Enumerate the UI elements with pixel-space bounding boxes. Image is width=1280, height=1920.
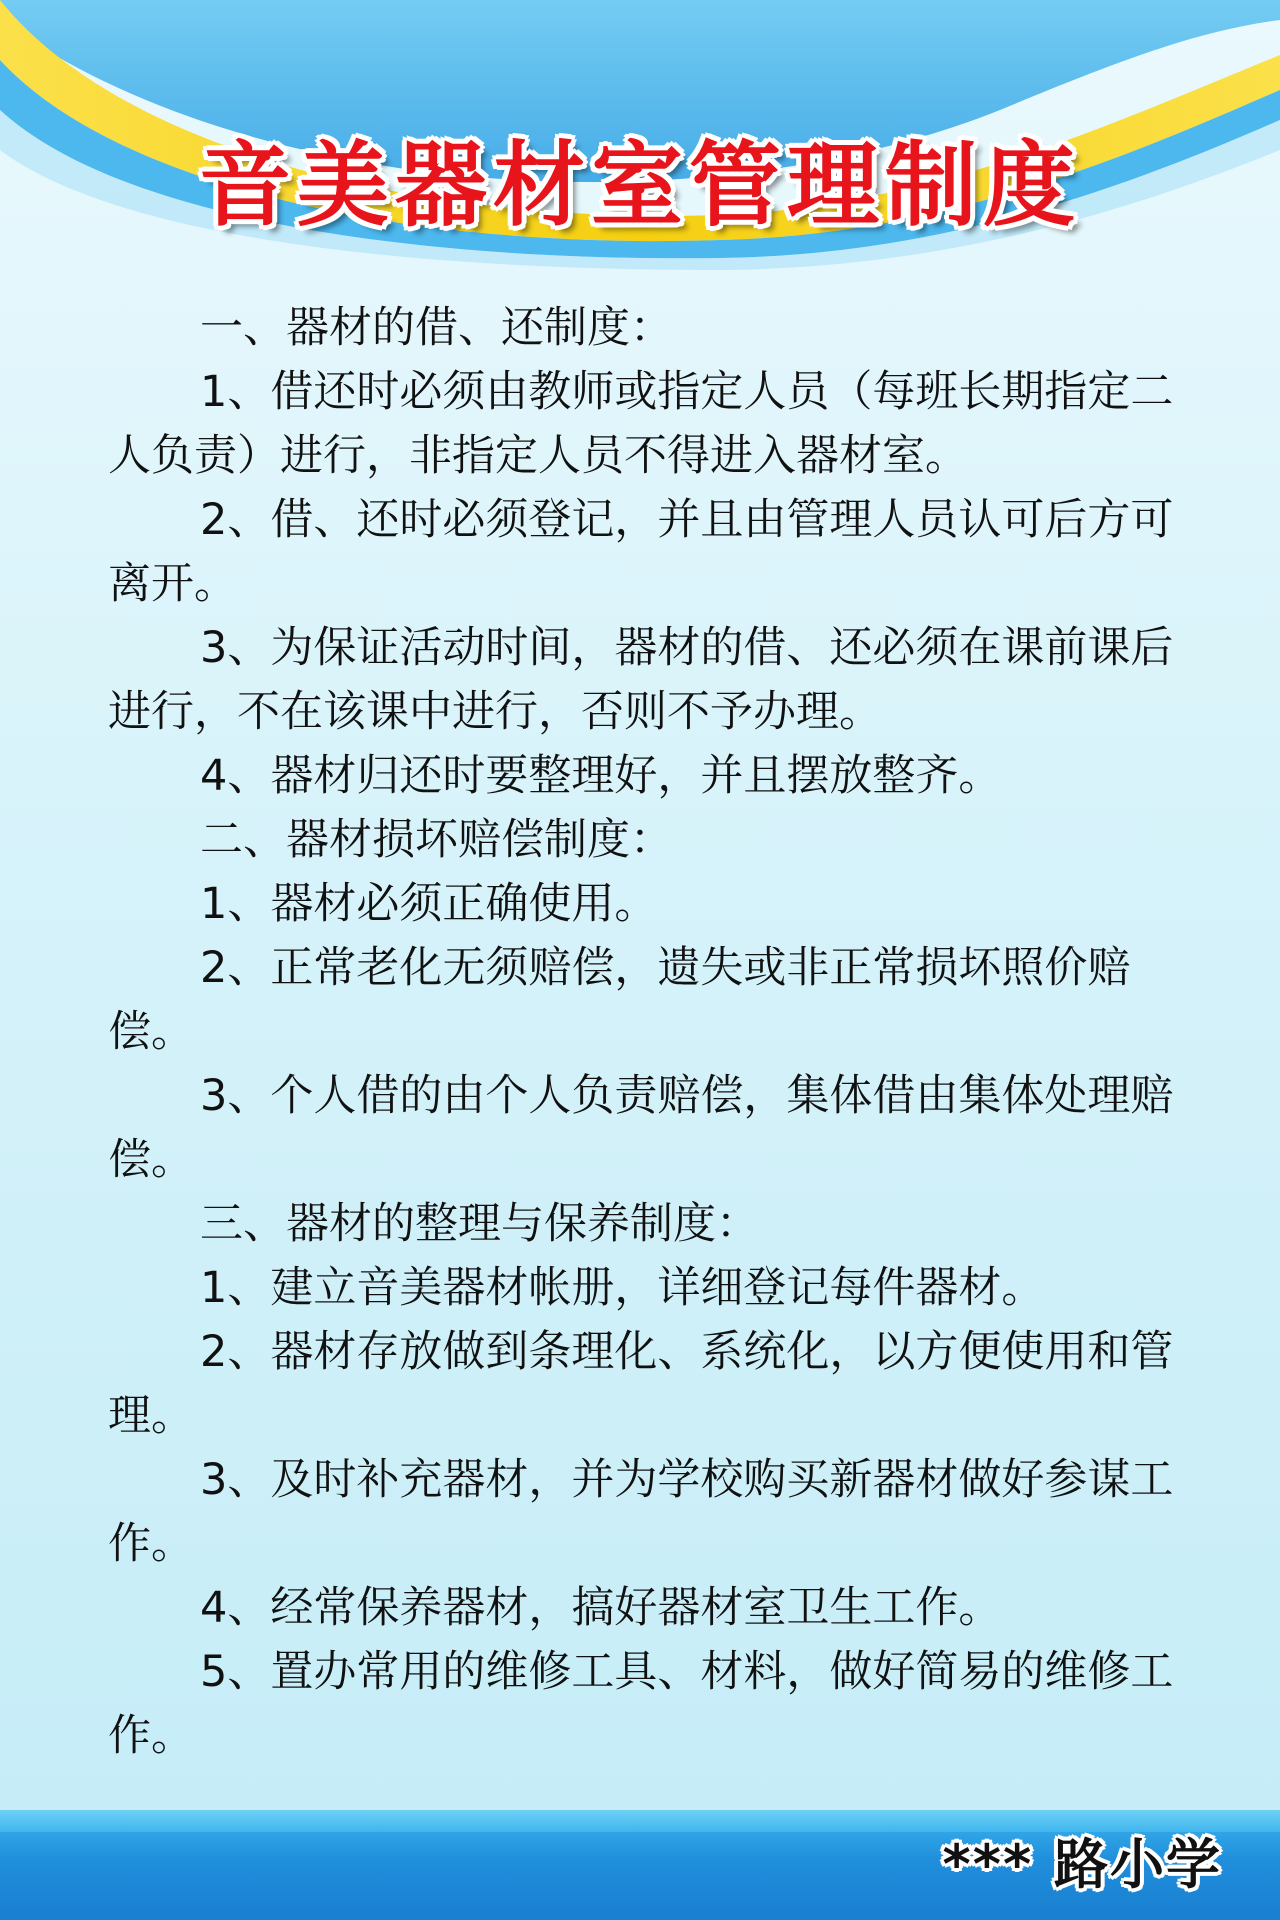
- page-title: 音美器材室管理制度: [198, 131, 1081, 239]
- rule-item: 2、正常老化无须赔偿，遗失或非正常损坏照价赔偿。: [108, 943, 1131, 1057]
- rule-item: 2、借、还时必须登记，并且由管理人员认可后方可离开。: [108, 495, 1174, 609]
- rules-body: [108, 296, 1178, 1768]
- school-name: *** 路小学: [942, 1833, 1222, 1896]
- rule-item: 3、为保证活动时间，器材的借、还必须在课前课后进行，不在该课中进行，否则不予办理。: [108, 623, 1174, 737]
- section-heading-3: 三、器材的整理与保养制度：: [200, 1199, 759, 1249]
- section-heading-2: 二、器材损坏赔偿制度：: [200, 815, 673, 865]
- rule-item: 2、器材存放做到条理化、系统化，以方便使用和管理。: [108, 1327, 1174, 1441]
- rule-item: 4、经常保养器材，搞好器材室卫生工作。: [200, 1583, 1002, 1633]
- rule-item: 3、个人借的由个人负责赔偿，集体借由集体处理赔偿。: [108, 1071, 1174, 1185]
- section-heading-1: 一、器材的借、还制度：: [200, 303, 673, 353]
- rule-item: 1、建立音美器材帐册，详细登记每件器材。: [200, 1263, 1045, 1313]
- rule-item: 4、器材归还时要整理好，并且摆放整齐。: [200, 751, 1002, 801]
- rule-item: 1、借还时必须由教师或指定人员（每班长期指定二人负责）进行，非指定人员不得进入器材室。: [108, 367, 1174, 481]
- rule-item: 5、置办常用的维修工具、材料，做好简易的维修工作。: [108, 1647, 1174, 1761]
- rule-item: 3、及时补充器材，并为学校购买新器材做好参谋工作。: [108, 1455, 1174, 1569]
- rule-item: 1、器材必须正确使用。: [200, 879, 658, 929]
